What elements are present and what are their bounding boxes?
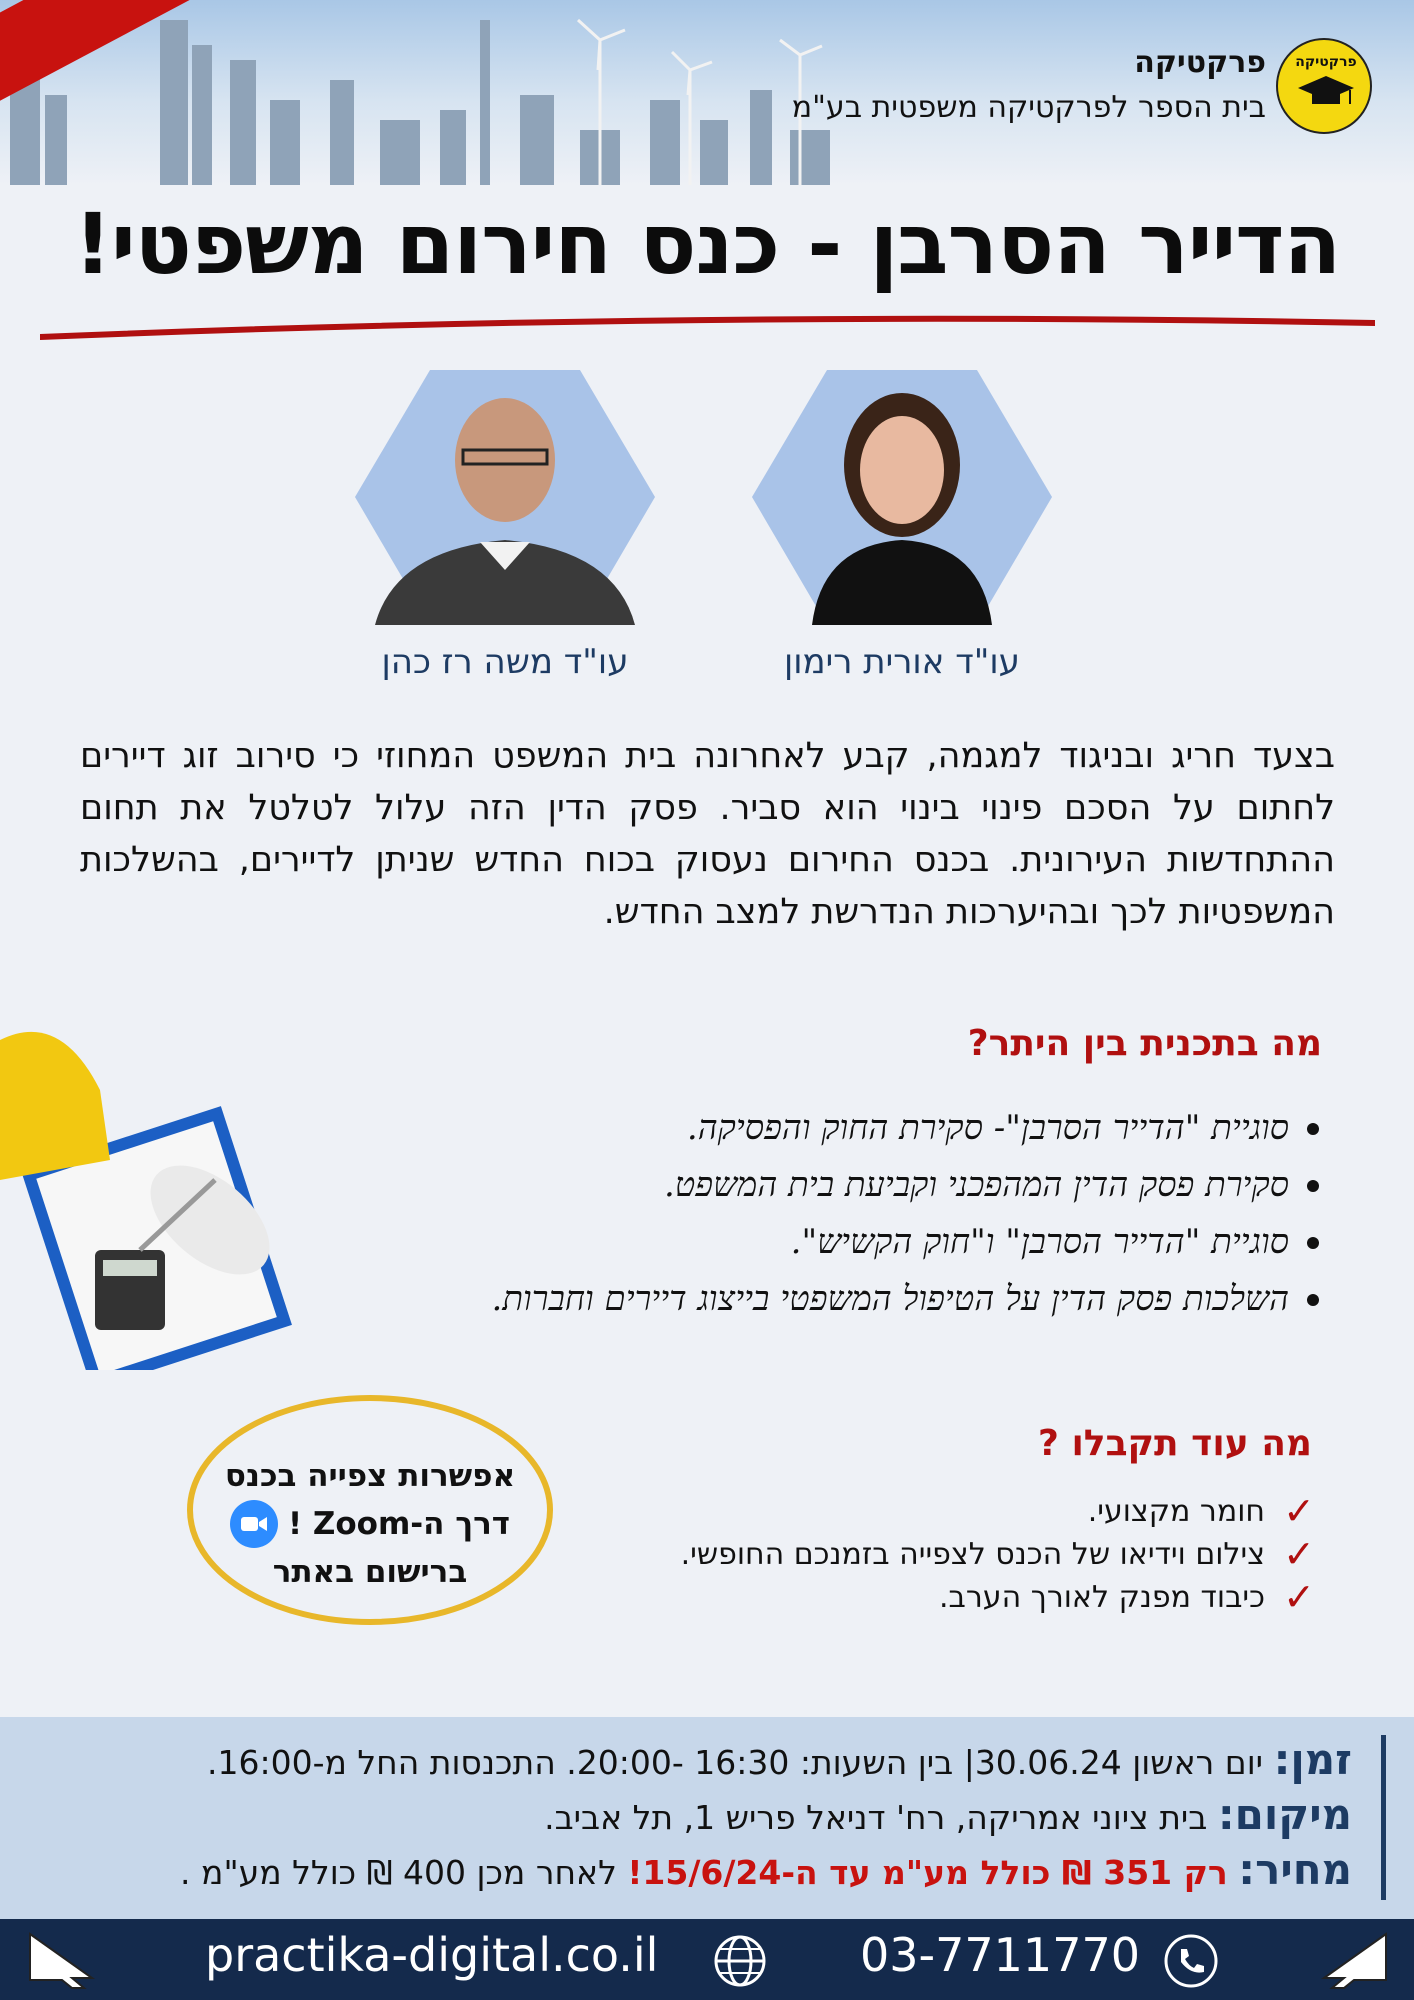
- bullet-icon: [1307, 1237, 1319, 1249]
- cursor-arrow-left-icon: [22, 1928, 114, 1990]
- agenda-item: השלכות פסק הדין על הטיפול המשפטי בייצוג דיירים וחברות.: [319, 1271, 1319, 1328]
- benefits-title: מה עוד תקבלו ?: [1038, 1423, 1312, 1464]
- zoom-note-line2-wrap: [195, 1500, 545, 1548]
- website-link[interactable]: practika-digital.co.il: [205, 1928, 659, 1982]
- benefit-item: ✓ כיבוד מפנק לאורך הערב.: [559, 1576, 1319, 1619]
- zoom-note-line1: אפשרות צפייה בכנס: [224, 1458, 516, 1494]
- speaker-photo-orit: [752, 370, 1052, 625]
- agenda-item: סקירת פסק הדין המהפכני וקביעת בית המשפט.: [319, 1157, 1319, 1214]
- bullet-icon: [1307, 1123, 1319, 1135]
- logo-badge-text: פרקטיקה: [1295, 54, 1357, 70]
- time-label: זמן:: [1273, 1735, 1352, 1784]
- checkmark-icon: ✓: [1283, 1575, 1315, 1619]
- agenda-list: [319, 1100, 1319, 1328]
- header-banner: [0, 0, 1414, 185]
- agenda-item: סוגיית "הדייר הסרבן" ו"חוק הקשיש".: [319, 1214, 1319, 1271]
- agenda-title: מה בתכנית בין היתר?: [967, 1023, 1322, 1064]
- zoom-note-line2: דרך ה-Zoom !: [287, 1506, 511, 1542]
- zoom-camera-icon: [230, 1500, 278, 1548]
- hexagon-portrait: [355, 370, 655, 625]
- globe-icon: [712, 1933, 768, 1989]
- practika-logo: [1276, 38, 1372, 134]
- phone-number[interactable]: 03-7711770: [860, 1928, 1140, 1982]
- detail-price: [180, 1845, 1352, 1894]
- brand-name: פרקטיקה: [1134, 45, 1266, 80]
- construction-illustration: [0, 1010, 330, 1370]
- benefits-list: [559, 1490, 1319, 1619]
- details-accent-bar: [1381, 1735, 1386, 1900]
- detail-time: [207, 1735, 1352, 1784]
- cursor-arrow-right-icon: [1302, 1928, 1394, 1990]
- phone-icon: [1163, 1933, 1219, 1989]
- speaker-name-moshe: עו"ד משה רז כהן: [381, 642, 629, 682]
- benefit-item: ✓ חומר מקצועי.: [559, 1490, 1319, 1533]
- speaker-name-orit: עו"ד אורית רימון: [784, 642, 1020, 682]
- price-early-bird: רק 351 ₪ כולל מע"מ עד ה-15/6/24!: [627, 1853, 1228, 1892]
- checkmark-icon: ✓: [1283, 1532, 1315, 1576]
- benefit-item: ✓ צילום וידיאו של הכנס לצפייה בזמנכם החופשי.: [559, 1533, 1319, 1576]
- hard-hat-icon: [0, 1032, 110, 1180]
- bullet-icon: [1307, 1180, 1319, 1192]
- page-title: הדייר הסרבן - כנס חירום משפטי!: [73, 195, 1341, 293]
- brand-subtitle: בית הספר לפרקטיקה משפטית בע"מ: [791, 90, 1266, 125]
- title-underline: [40, 305, 1375, 345]
- speaker-photo-moshe: [355, 370, 655, 625]
- bullet-icon: [1307, 1294, 1319, 1306]
- price-regular: לאחר מכן 400 ₪ כולל מע"מ .: [180, 1853, 617, 1892]
- detail-location: [544, 1790, 1352, 1839]
- hexagon-portrait: [752, 370, 1052, 625]
- checkmark-icon: ✓: [1283, 1489, 1315, 1533]
- graduation-cap-icon: [1278, 40, 1374, 136]
- location-label: מיקום:: [1217, 1790, 1352, 1839]
- zoom-note-line3: ברישום באתר: [272, 1554, 468, 1590]
- agenda-item: סוגיית "הדייר הסרבן"- סקירת החוק והפסיקה.: [319, 1100, 1319, 1157]
- zoom-note: [195, 1452, 545, 1596]
- location-value: בית ציוני אמריקה, רח' דניאל פריש 1, תל אביב.: [544, 1798, 1208, 1837]
- intro-paragraph: בצעד חריג ובניגוד למגמה, קבע לאחרונה בית המשפט המחוזי כי סירוב זוג דיירים לחתום על הסכם פינוי בינוי הוא סביר. פסק הדין הזה עלול לטלטל את תחום ההתחדשות העירונית. בכנס החירום נעסוק בכוח החדש שניתן לדיירים, בהשלכות המשפטיות לכך ובהיערכות הנדרשת למצב החדש.: [80, 736, 1335, 932]
- price-label: מחיר:: [1238, 1845, 1352, 1894]
- time-value: יום ראשון 30.06.24| בין השעות: 16:30 -20:00. התכנסות החל מ-16:00.: [206, 1743, 1264, 1782]
